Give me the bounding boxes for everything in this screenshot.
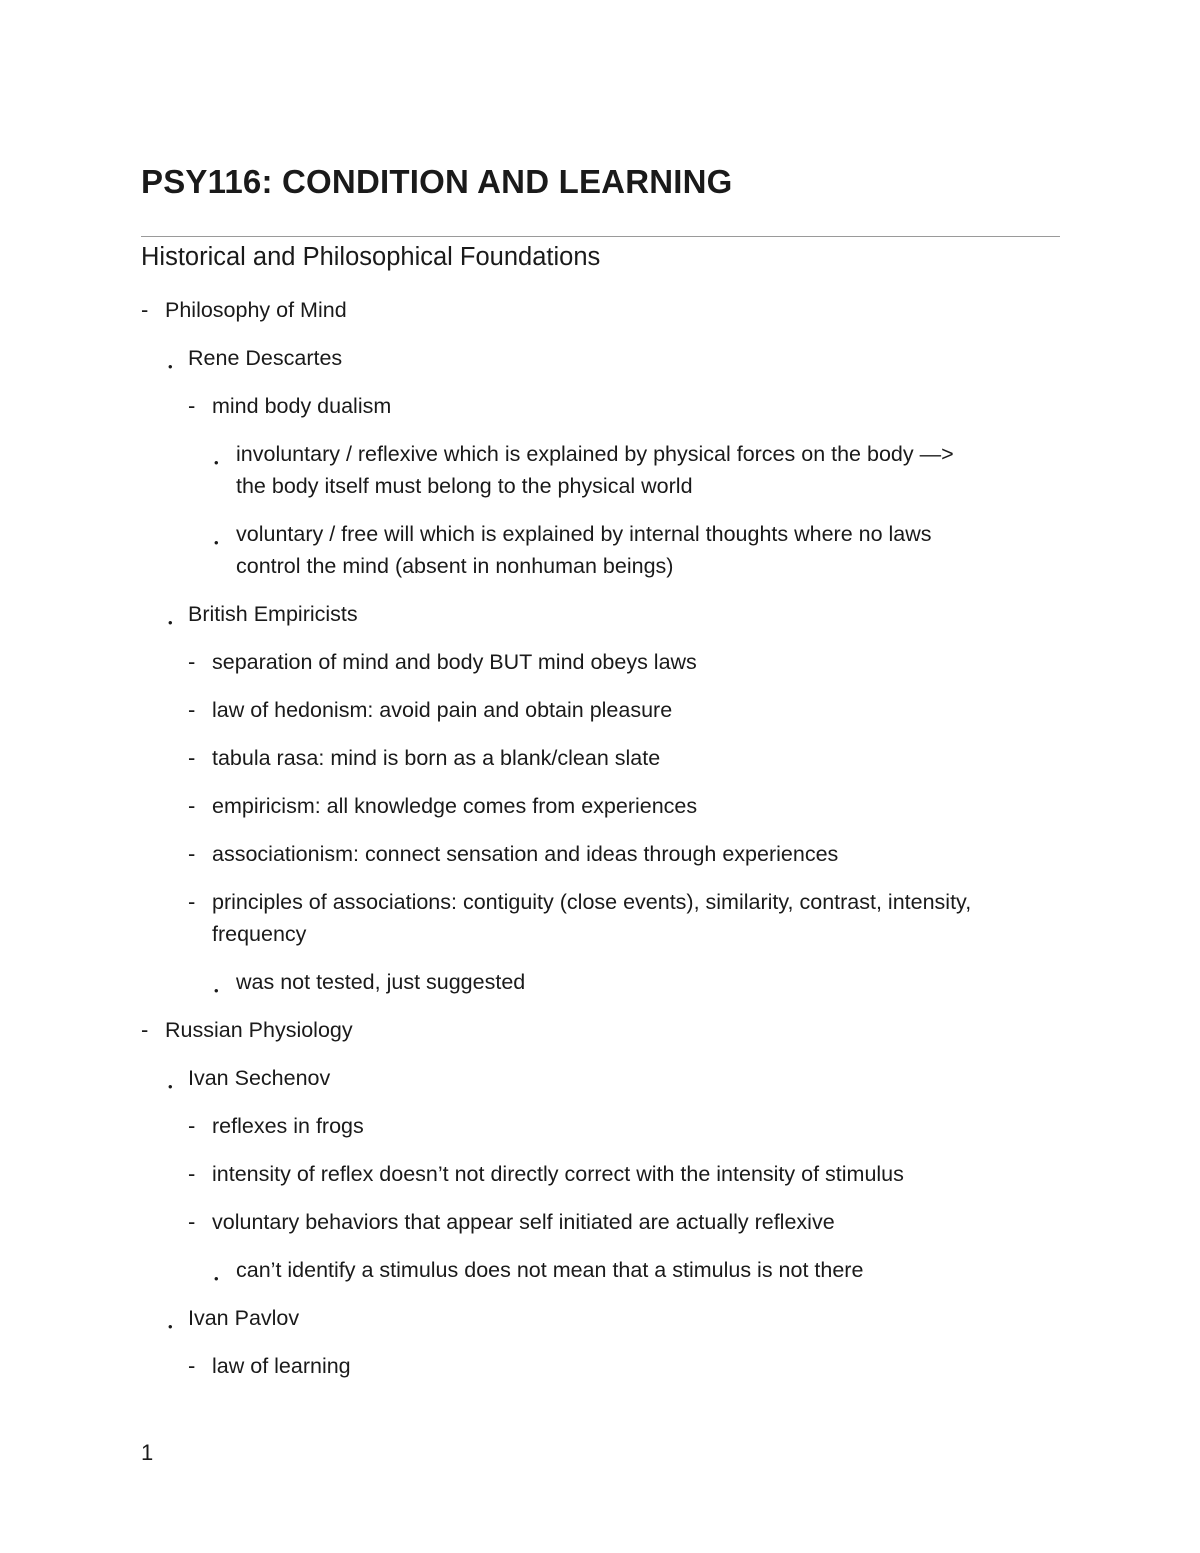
outline-item bbox=[214, 1254, 864, 1286]
outline-item-text: reflexes in frogs bbox=[212, 1114, 364, 1138]
dash-bullet-icon: - bbox=[188, 793, 196, 818]
outline-item bbox=[168, 598, 358, 630]
outline-item-text: was not tested, just suggested bbox=[236, 970, 526, 994]
outline-item-text: law of hedonism: avoid pain and obtain pleasure bbox=[212, 698, 673, 722]
dash-bullet-icon: - bbox=[141, 1017, 149, 1042]
dash-bullet-icon: - bbox=[188, 1161, 196, 1186]
outline-item bbox=[188, 646, 697, 678]
outline-item-text: Philosophy of Mind bbox=[165, 298, 347, 322]
outline-item bbox=[188, 1206, 835, 1238]
dash-bullet-icon: - bbox=[188, 1209, 196, 1234]
outline-item-text: tabula rasa: mind is born as a blank/clean slate bbox=[212, 746, 661, 770]
dot-bullet-icon: • bbox=[214, 455, 219, 470]
outline-item bbox=[188, 838, 839, 870]
dash-bullet-icon: - bbox=[188, 697, 196, 722]
outline-item-text: separation of mind and body BUT mind obeys laws bbox=[212, 650, 697, 674]
outline-item-text: Russian Physiology bbox=[165, 1018, 353, 1042]
outline-item-text: empiricism: all knowledge comes from experiences bbox=[212, 794, 698, 818]
dot-bullet-icon: • bbox=[214, 983, 219, 998]
dot-bullet-icon: • bbox=[214, 1271, 219, 1286]
outline-item bbox=[214, 966, 526, 998]
outline-item-text: control the mind (absent in nonhuman beings) bbox=[236, 554, 674, 578]
outline-item-text: law of learning bbox=[212, 1354, 351, 1378]
outline-item-text: involuntary / reflexive which is explained by physical forces on the body —> bbox=[236, 442, 954, 466]
outline-item-text: principles of associations: contiguity (close events), similarity, contrast, intensity, bbox=[212, 890, 972, 914]
outline-item bbox=[188, 390, 392, 422]
dash-bullet-icon: - bbox=[188, 1113, 196, 1138]
outline-item bbox=[168, 1062, 331, 1094]
dot-bullet-icon: • bbox=[168, 359, 173, 374]
outline-item-text: voluntary behaviors that appear self initiated are actually reflexive bbox=[212, 1210, 835, 1234]
outline-item-text: British Empiricists bbox=[188, 602, 358, 626]
outline-item-text: associationism: connect sensation and ideas through experiences bbox=[212, 842, 839, 866]
outline-item bbox=[214, 438, 954, 502]
dash-bullet-icon: - bbox=[188, 649, 196, 674]
outline-item bbox=[188, 694, 673, 726]
outline-item bbox=[188, 1110, 364, 1142]
title-divider bbox=[141, 236, 1060, 237]
dash-bullet-icon: - bbox=[188, 841, 196, 866]
section-heading: Historical and Philosophical Foundations bbox=[141, 243, 601, 271]
outline-item bbox=[188, 742, 661, 774]
document-title: PSY116: CONDITION AND LEARNING bbox=[141, 163, 733, 200]
outline-item bbox=[188, 886, 972, 950]
dash-bullet-icon: - bbox=[141, 297, 149, 322]
outline-item bbox=[141, 294, 347, 326]
outline-item bbox=[168, 342, 343, 374]
outline-item bbox=[188, 790, 698, 822]
outline-item-text: Ivan Sechenov bbox=[188, 1066, 331, 1090]
dash-bullet-icon: - bbox=[188, 745, 196, 770]
outline-item bbox=[188, 1158, 904, 1190]
outline-item bbox=[214, 518, 932, 582]
outline-item-text: frequency bbox=[212, 922, 307, 946]
outline-item-text: mind body dualism bbox=[212, 394, 392, 418]
outline-item bbox=[141, 1014, 353, 1046]
outline-item-text: Rene Descartes bbox=[188, 346, 343, 370]
dot-bullet-icon: • bbox=[214, 535, 219, 550]
outline-item-text: intensity of reflex doesn’t not directly correct with the intensity of stimulus bbox=[212, 1162, 904, 1186]
dash-bullet-icon: - bbox=[188, 393, 196, 418]
dash-bullet-icon: - bbox=[188, 1353, 196, 1378]
outline-item-text: Ivan Pavlov bbox=[188, 1306, 300, 1330]
outline-item-text: can’t identify a stimulus does not mean that a stimulus is not there bbox=[236, 1258, 864, 1282]
outline-item bbox=[168, 1302, 300, 1334]
page-number: 1 bbox=[141, 1440, 154, 1465]
dot-bullet-icon: • bbox=[168, 615, 173, 630]
outline-item bbox=[188, 1350, 351, 1382]
outline-item-text: voluntary / free will which is explained by internal thoughts where no laws bbox=[236, 522, 932, 546]
outline-item-text: the body itself must belong to the physical world bbox=[236, 474, 693, 498]
dash-bullet-icon: - bbox=[188, 889, 196, 914]
dot-bullet-icon: • bbox=[168, 1319, 173, 1334]
dot-bullet-icon: • bbox=[168, 1079, 173, 1094]
